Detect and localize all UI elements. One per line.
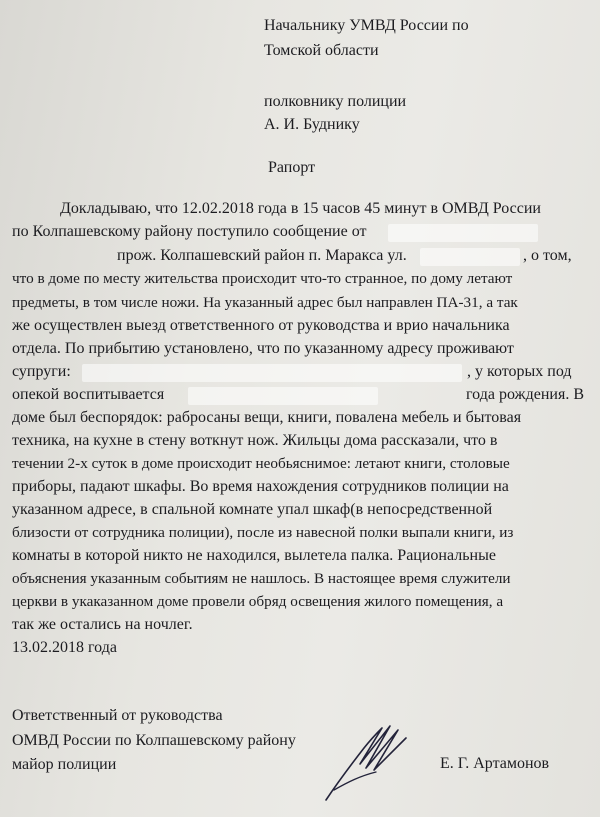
body-line: , у которых под (467, 363, 572, 380)
redaction-mark (388, 224, 538, 242)
redaction-mark (420, 248, 520, 266)
body-line: опекой воспитывается (12, 386, 165, 403)
signer-title-line-2: ОМВД России по Колпашевскому району (12, 732, 296, 749)
body-line: предметы, в том числе ножи. На указанный адрес был направлен ПА-31, а так (12, 294, 518, 311)
body-line: что в доме по месту жительства происходит что-то странное, по дому летают (12, 270, 513, 287)
body-line: церкви в укаказанном доме провели обряд освещения жилого помещения, а (12, 593, 504, 610)
body-line: близости от сотрудника полиции), после из навесной полки выпали книги, из (12, 524, 514, 541)
body-line: , о том, (523, 247, 572, 264)
body-line: приборы, падают шкафы. Во время нахождения сотрудников полиции на (12, 478, 509, 495)
body-line: Докладываю, что 12.02.2018 года в 15 часов 45 минут в ОМВД России (60, 200, 541, 217)
body-line: же осуществлен выезд ответственного от руководства и врио начальника (12, 317, 510, 334)
body-line: прож. Колпашевский район п. Маракса ул. (117, 247, 407, 264)
signer-name: Е. Г. Артамонов (440, 755, 550, 772)
document-title: Рапорт (268, 159, 316, 176)
body-line: так же остались на ночлег. (12, 616, 193, 633)
body-line: доме был беспорядок: рабросаны вещи, книги, повалена мебель и бытовая (12, 409, 522, 426)
signer-title-line-1: Ответственный от руководства (12, 707, 223, 724)
body-line: по Колпашевскому району поступило сообщение от (12, 223, 367, 240)
redaction-mark (188, 387, 378, 405)
body-line: супруги: (12, 363, 71, 380)
recipient-rank: полковнику полиции (264, 93, 407, 110)
body-line: отдела. По прибытию установлено, что по указанному адресу проживают (12, 340, 514, 357)
recipient-line-1: Начальнику УМВД России по (264, 17, 469, 34)
signer-rank: майор полиции (12, 756, 117, 773)
body-line: объяснения указанным событиям не нашлось. В настоящее время служители (12, 570, 511, 587)
body-line: комнаты в которой никто не находился, вылетела палка. Рациональные (12, 547, 496, 564)
report-date: 13.02.2018 года (12, 639, 117, 656)
body-line: течении 2-х суток в доме происходит необьяснимое: летают книги, столовые (12, 455, 510, 472)
recipient-name: А. И. Буднику (264, 116, 360, 133)
redaction-mark (82, 364, 462, 382)
recipient-line-2: Томской области (264, 42, 379, 59)
handwritten-signature (320, 712, 420, 807)
body-line: техника, на кухне в стену воткнут нож. Жильцы дома рассказали, что в (12, 432, 498, 449)
body-line: указанном адресе, в спальной комнате упал шкаф(в непосредственной (12, 501, 493, 518)
body-line: года рождения. В (466, 386, 584, 403)
